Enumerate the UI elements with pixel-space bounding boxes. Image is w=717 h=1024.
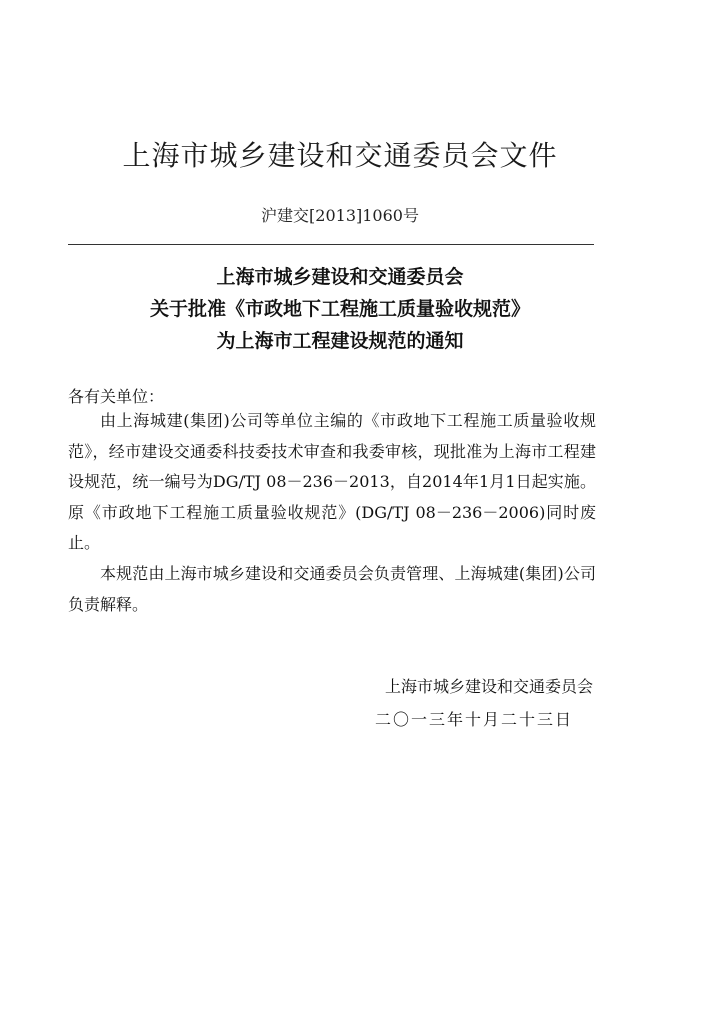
signature-date: 二〇一三年十月二十三日 (374, 710, 573, 729)
header-divider (68, 244, 594, 245)
signature-organization: 上海市城乡建设和交通委员会 (384, 677, 593, 696)
issuer-header: 上海市城乡建设和交通委员会文件 (122, 139, 558, 172)
notice-title-line-1: 上海市城乡建设和交通委员会 (216, 266, 464, 288)
body-paragraph-1: 由上海城建(集团)公司等单位主编的《市政地下工程施工质量验收规范》，经市建设交通委科技委技术审查和我委审核，现批准为上海市工程建设规范，统一编号为DG/TJ 08－236－2013，自2014年1月1日起实施。原《市政地下工程施工质量验收规范》(DG/TJ 08－236－2006)同时废止。 (68, 411, 596, 552)
body-paragraph-2: 本规范由上海市城乡建设和交通委员会负责管理、上海城建(集团)公司负责解释。 (68, 564, 596, 614)
notice-title-line-3: 为上海市工程建设规范的通知 (216, 330, 464, 352)
notice-title-line-2: 关于批准《市政地下工程施工质量验收规范》 (149, 298, 530, 320)
document-number: 沪建交[2013]1060号 (261, 206, 419, 225)
salutation: 各有关单位： (68, 387, 165, 406)
